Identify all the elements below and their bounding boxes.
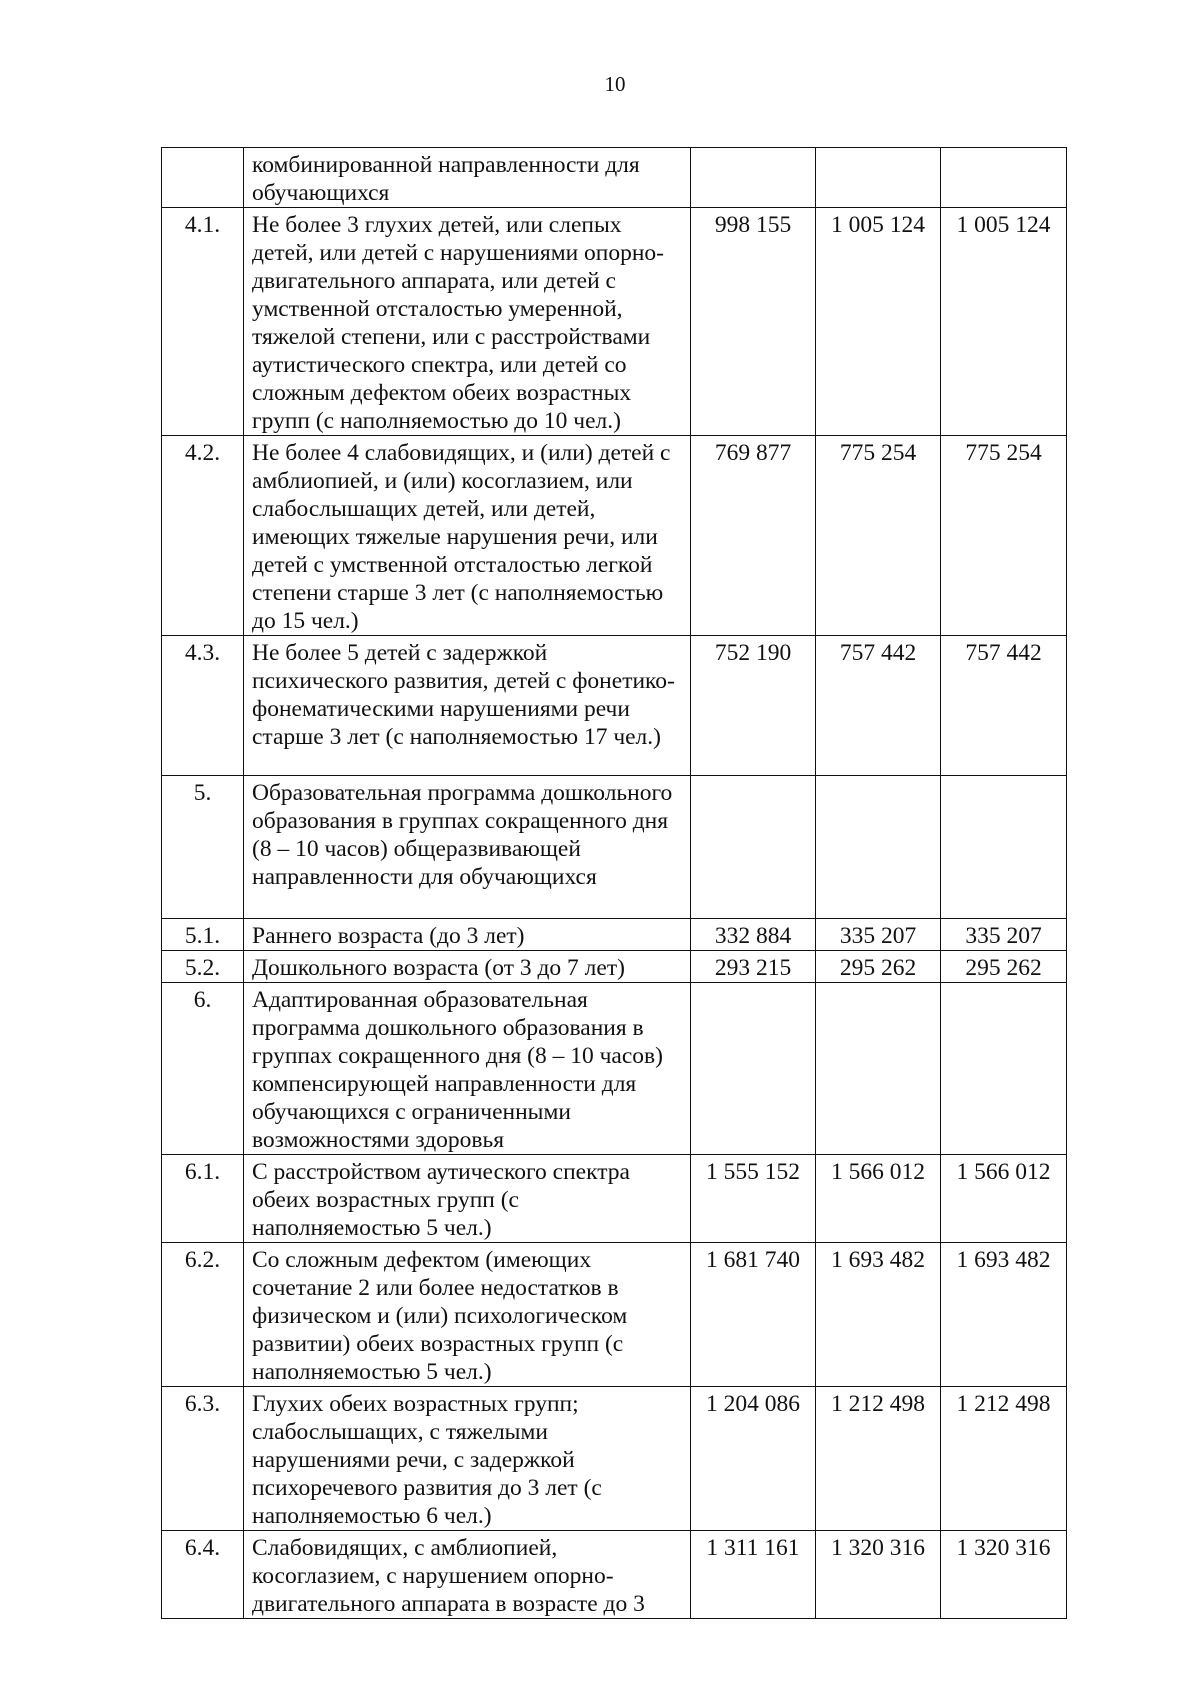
value-col-3 <box>941 983 1067 1155</box>
value-col-3: 1 212 498 <box>941 1387 1067 1531</box>
table-row <box>162 436 1067 636</box>
row-number: 5.2. <box>162 951 244 983</box>
value-col-1: 293 215 <box>691 951 816 983</box>
row-number: 5. <box>162 776 244 919</box>
value-col-1 <box>691 148 816 208</box>
row-description: Не более 3 глухих детей, или слепых детей, или детей с нарушениями опорно-двигательного аппарата, или детей с умственной отсталостью умеренной, тяжелой степени, или с расстройствами аутистического спектра, или детей со сложным дефектом обеих возрастных групп (с наполняемостью до 10 чел.) <box>244 208 691 436</box>
value-col-2: 295 262 <box>816 951 941 983</box>
value-col-1: 332 884 <box>691 919 816 951</box>
table-row <box>162 951 1067 983</box>
table-row <box>162 148 1067 208</box>
value-col-1: 1 681 740 <box>691 1243 816 1387</box>
table-row <box>162 919 1067 951</box>
row-description: Образовательная программа дошкольного образования в группах сокращенного дня (8 – 10 часов) общеразвивающей направленности для обучающихся <box>244 776 691 919</box>
value-col-3 <box>941 776 1067 919</box>
value-col-2 <box>816 776 941 919</box>
value-col-1 <box>691 983 816 1155</box>
value-col-3: 1 566 012 <box>941 1155 1067 1243</box>
table-row <box>162 636 1067 776</box>
row-number: 4.1. <box>162 208 244 436</box>
value-col-3: 757 442 <box>941 636 1067 776</box>
value-col-1: 1 204 086 <box>691 1387 816 1531</box>
value-col-2: 1 566 012 <box>816 1155 941 1243</box>
value-col-3: 1 005 124 <box>941 208 1067 436</box>
value-col-2: 775 254 <box>816 436 941 636</box>
row-number: 4.3. <box>162 636 244 776</box>
value-col-3: 335 207 <box>941 919 1067 951</box>
page-number: 10 <box>604 72 626 96</box>
row-number: 4.2. <box>162 436 244 636</box>
table-row <box>162 1531 1067 1619</box>
row-number: 6.3. <box>162 1387 244 1531</box>
row-number: 6. <box>162 983 244 1155</box>
value-col-2: 1 212 498 <box>816 1387 941 1531</box>
row-description: Глухих обеих возрастных групп; слабослышащих, с тяжелыми нарушениями речи, с задержкой психоречевого развития до 3 лет (с наполняемостью 6 чел.) <box>244 1387 691 1531</box>
row-description: Не более 4 слабовидящих, и (или) детей с амблиопией, и (или) косоглазием, или слабослышащих детей, или детей, имеющих тяжелые нарушения речи, или детей с умственной отсталостью легкой степени старше 3 лет (с наполняемостью до 15 чел.) <box>244 436 691 636</box>
value-col-2: 335 207 <box>816 919 941 951</box>
row-description: С расстройством аутического спектра обеих возрастных групп (с наполняемостью 5 чел.) <box>244 1155 691 1243</box>
row-number: 6.4. <box>162 1531 244 1619</box>
value-col-1: 1 555 152 <box>691 1155 816 1243</box>
row-description: Адаптированная образовательная программа дошкольного образования в группах сокращенного дня (8 – 10 часов) компенсирующей направленности для обучающихся с ограниченными возможностями здоровья <box>244 983 691 1155</box>
value-col-3 <box>941 148 1067 208</box>
table-row <box>162 1155 1067 1243</box>
value-col-3: 1 693 482 <box>941 1243 1067 1387</box>
row-description: Не более 5 детей с задержкой психического развития, детей с фонетико-фонематическими нарушениями речи старше 3 лет (с наполняемостью 17 чел.) <box>244 636 691 776</box>
row-description: Раннего возраста (до 3 лет) <box>244 919 691 951</box>
value-col-2: 1 005 124 <box>816 208 941 436</box>
row-description: Со сложным дефектом (имеющих сочетание 2 или более недостатков в физическом и (или) психологическом развитии) обеих возрастных групп (с наполняемостью 5 чел.) <box>244 1243 691 1387</box>
table-row <box>162 776 1067 919</box>
value-col-2: 1 693 482 <box>816 1243 941 1387</box>
row-description: комбинированной направленности для обучающихся <box>244 148 691 208</box>
row-description: Слабовидящих, с амблиопией, косоглазием, с нарушением опорно-двигательного аппарата в возрасте до 3 <box>244 1531 691 1619</box>
value-col-2: 1 320 316 <box>816 1531 941 1619</box>
value-col-3: 295 262 <box>941 951 1067 983</box>
tariff-table <box>161 147 1067 1619</box>
table-row <box>162 1387 1067 1531</box>
value-col-1: 752 190 <box>691 636 816 776</box>
value-col-1 <box>691 776 816 919</box>
row-description: Дошкольного возраста (от 3 до 7 лет) <box>244 951 691 983</box>
table-row <box>162 983 1067 1155</box>
value-col-3: 1 320 316 <box>941 1531 1067 1619</box>
row-number: 5.1. <box>162 919 244 951</box>
row-number: 6.1. <box>162 1155 244 1243</box>
table-row <box>162 1243 1067 1387</box>
value-col-2 <box>816 148 941 208</box>
value-col-1: 769 877 <box>691 436 816 636</box>
value-col-3: 775 254 <box>941 436 1067 636</box>
value-col-1: 1 311 161 <box>691 1531 816 1619</box>
row-number: 6.2. <box>162 1243 244 1387</box>
table-row <box>162 208 1067 436</box>
value-col-1: 998 155 <box>691 208 816 436</box>
value-col-2 <box>816 983 941 1155</box>
value-col-2: 757 442 <box>816 636 941 776</box>
row-number <box>162 148 244 208</box>
